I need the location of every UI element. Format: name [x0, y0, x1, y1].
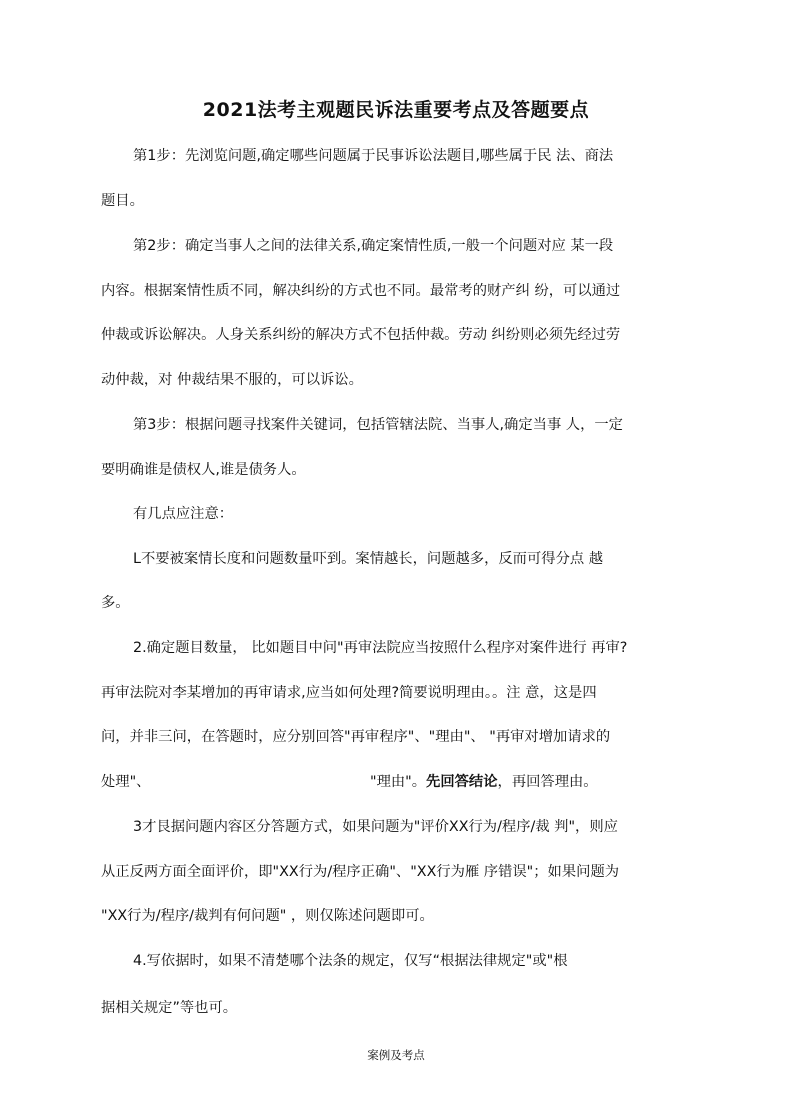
paragraph-line: 有几点应注意：	[133, 506, 234, 522]
paragraph-line: 内容。根据案情性质不同，解决纠纷的方式也不同。最常考的财产纠 纷，可以通过	[101, 283, 621, 299]
paragraph-line: 再审法院对李某增加的再审请求,应当如何处理?简要说明理由。。注 意，这是四	[101, 685, 597, 701]
paragraph-line: 4.写依据时，如果不清楚哪个法条的规定，仅写“根据法律规定"或"根	[133, 953, 568, 969]
paragraph-line: 2.确定题目数量， 比如题目中问"再审法院应当按照什么程序对案件进行 再审?	[133, 640, 628, 656]
paragraph-line: 仲裁或诉讼解决。人身关系纠纷的解决方式不包括仲裁。劳动 纠纷则必须先经过劳	[101, 327, 621, 343]
paragraph-line: 第2步：确定当事人之间的法律关系,确定案情性质,一般一个问题对应 某一段	[133, 238, 614, 254]
paragraph-line: 题目。	[101, 193, 144, 209]
paragraph-line: 问，并非三问，在答题时，应分别回答"再审程序"、"理由"、 "再审对增加请求的	[101, 729, 611, 745]
page-footer: 案例及考点	[367, 1048, 425, 1062]
bold-conclusion: 先回答结论	[426, 774, 498, 790]
paragraph-line: 多。	[101, 595, 130, 611]
document-title: 2021法考主观题民诉法重要考点及答题要点	[202, 99, 590, 121]
reason-tail: ，再回答理由。	[497, 774, 598, 790]
paragraph-line: 要明确谁是债权人,谁是债务人。	[101, 462, 306, 478]
paragraph-line: 第3步：根据问题寻找案件关键词，包括管辖法院、当事人,确定当事 人，一定	[133, 417, 623, 433]
paragraph-line	[370, 772, 598, 792]
paragraph-line: L不要被案情长度和问题数量吓到。案情越长，问题越多，反而可得分点 越	[133, 551, 604, 567]
reason-text: "理由"。	[370, 774, 427, 790]
paragraph-line: 3才艮据问题内容区分答题方式，如果问题为"评价XX行为/程序/裁 判"，则应	[133, 819, 618, 835]
paragraph-line: 动仲裁，对 仲裁结果不服的，可以诉讼。	[101, 372, 363, 388]
paragraph-line: 处理"、	[101, 774, 151, 790]
paragraph-line: "XX行为/程序/裁判有何问题" ，则仅陈述问题即可。	[101, 908, 434, 924]
paragraph-line: 从正反两方面全面评价，即"XX行为/程序正确"、"XX行为雁 序错误"；如果问题为	[101, 864, 620, 880]
paragraph-line: 第1步：先浏览问题,确定哪些问题属于民事诉讼法题目,哪些属于民 法、商法	[133, 148, 614, 164]
paragraph-line: 据相关规定”等也可。	[101, 1000, 238, 1016]
